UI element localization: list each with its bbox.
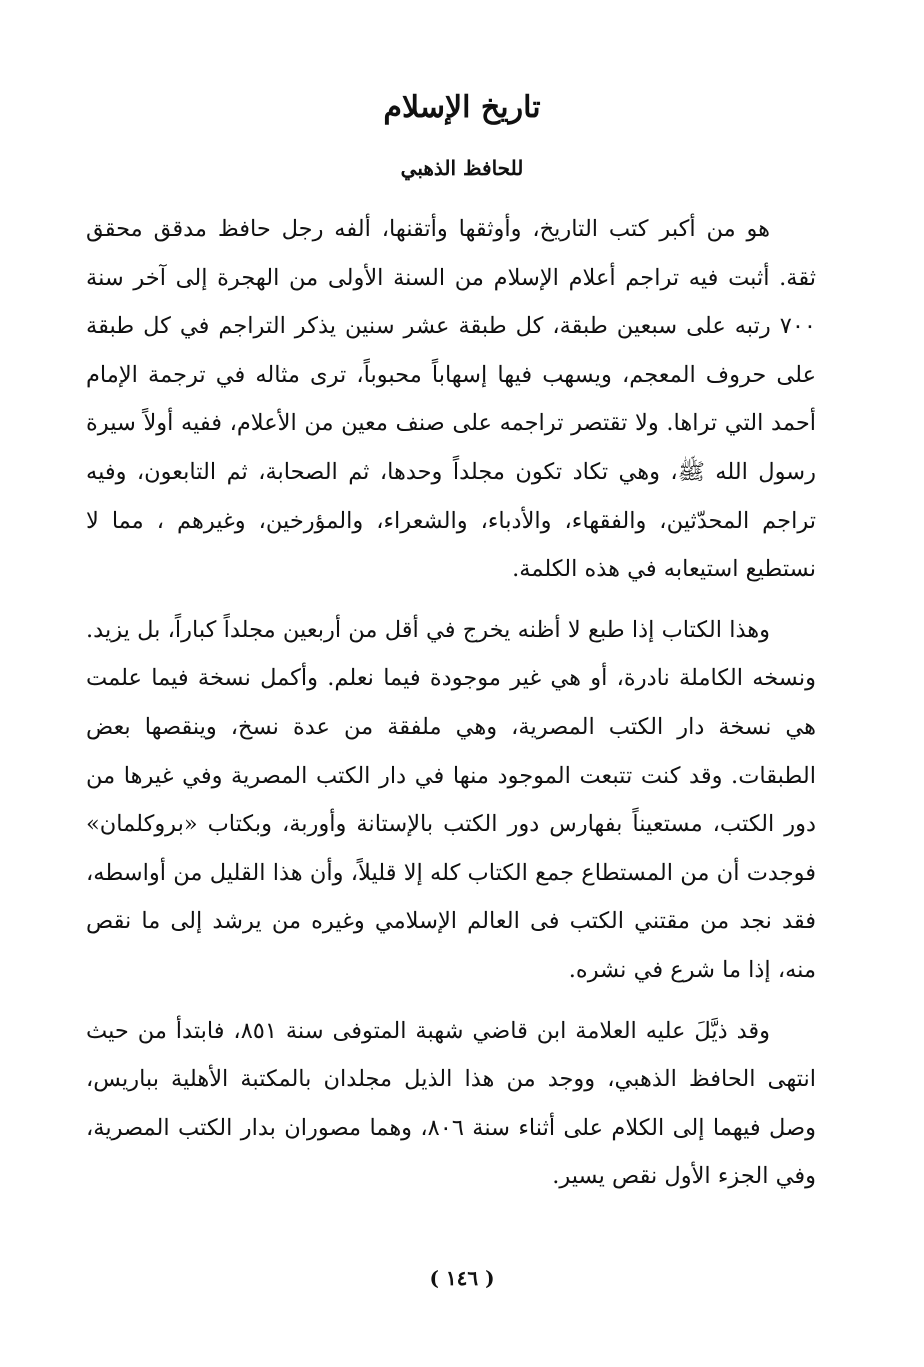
page-number: ( ١٤٦ ) bbox=[429, 1266, 495, 1290]
paragraph-3: وقد ذيَّلَ عليه العلامة ابن قاضي شهبة المتوفى سنة ٨٥١، فابتدأ من حيث انتهى الحافظ الذهبي، ووجد من هذا الذيل مجلدان بالمكتبة الأهلية بباريس، وصل فيهما إلى الكلام على أثناء سنة ٨٠٦، وهما مصوران بدار الكتب المصرية، وفي الجزء الأول نقص يسير. bbox=[86, 1017, 816, 1190]
paragraph-2: وهذا الكتاب إذا طبع لا أظنه يخرج في أقل من أربعين مجلداً كباراً، بل يزيد. ونسخه الكاملة نادرة، أو هي غير موجودة فيما نعلم. وأكمل نسخة فيما علمت هي نسخة دار الكتب المصرية، وهي ملفقة من عدة نسخ، وينقصها بعض الطبقات. وقد كنت تتبعت الموجود منها في دار الكتب المصرية وفي غيرها من دور الكتب، مستعيناً بفهارس دور الكتب بالإستانة وأوربة، وبكتاب «بروكلمان» فوجدت أن من المستطاع جمع الكتاب كله إلا قليلاً، وأن هذا القليل من أواسطه، فقد نجد من مقتني الكتب فى العالم الإسلامي وغيره من يرشد إلى ما نقص منه، إذا ما شرع في نشره. bbox=[86, 616, 816, 983]
page-subtitle: للحافظ الذهبي bbox=[400, 156, 524, 180]
paragraph-1: هو من أكبر كتب التاريخ، وأوثقها وأتقنها، ألفه رجل حافظ مدقق محقق ثقة. أثبت فيه تراجم أعلام الإسلام من السنة الأولى من الهجرة إلى آخر سنة ٧٠٠ رتبه على سبعين طبقة، كل طبقة عشر سنين يذكر التراجم في كل طبقة على حروف المعجم، ويسهب فيها إسهاباً محبوباً، ترى مثاله في ترجمة الإمام أحمد التي تراها. ولا تقتصر تراجمه على صنف معين من الأعلام، ففيه أولاً سيرة رسول الله ﷺ، وهي تكاد تكون مجلداً وحدها، ثم الصحابة، ثم التابعون، وفيه تراجم المحدّثين، والفقهاء، والأدباء، والشعراء، والمؤرخين، وغيرهم ، مما لا نستطيع استيعابه في هذه الكلمة. bbox=[86, 216, 816, 583]
page-title: تاريخ الإسلام bbox=[383, 90, 541, 125]
body-text bbox=[86, 205, 816, 1201]
